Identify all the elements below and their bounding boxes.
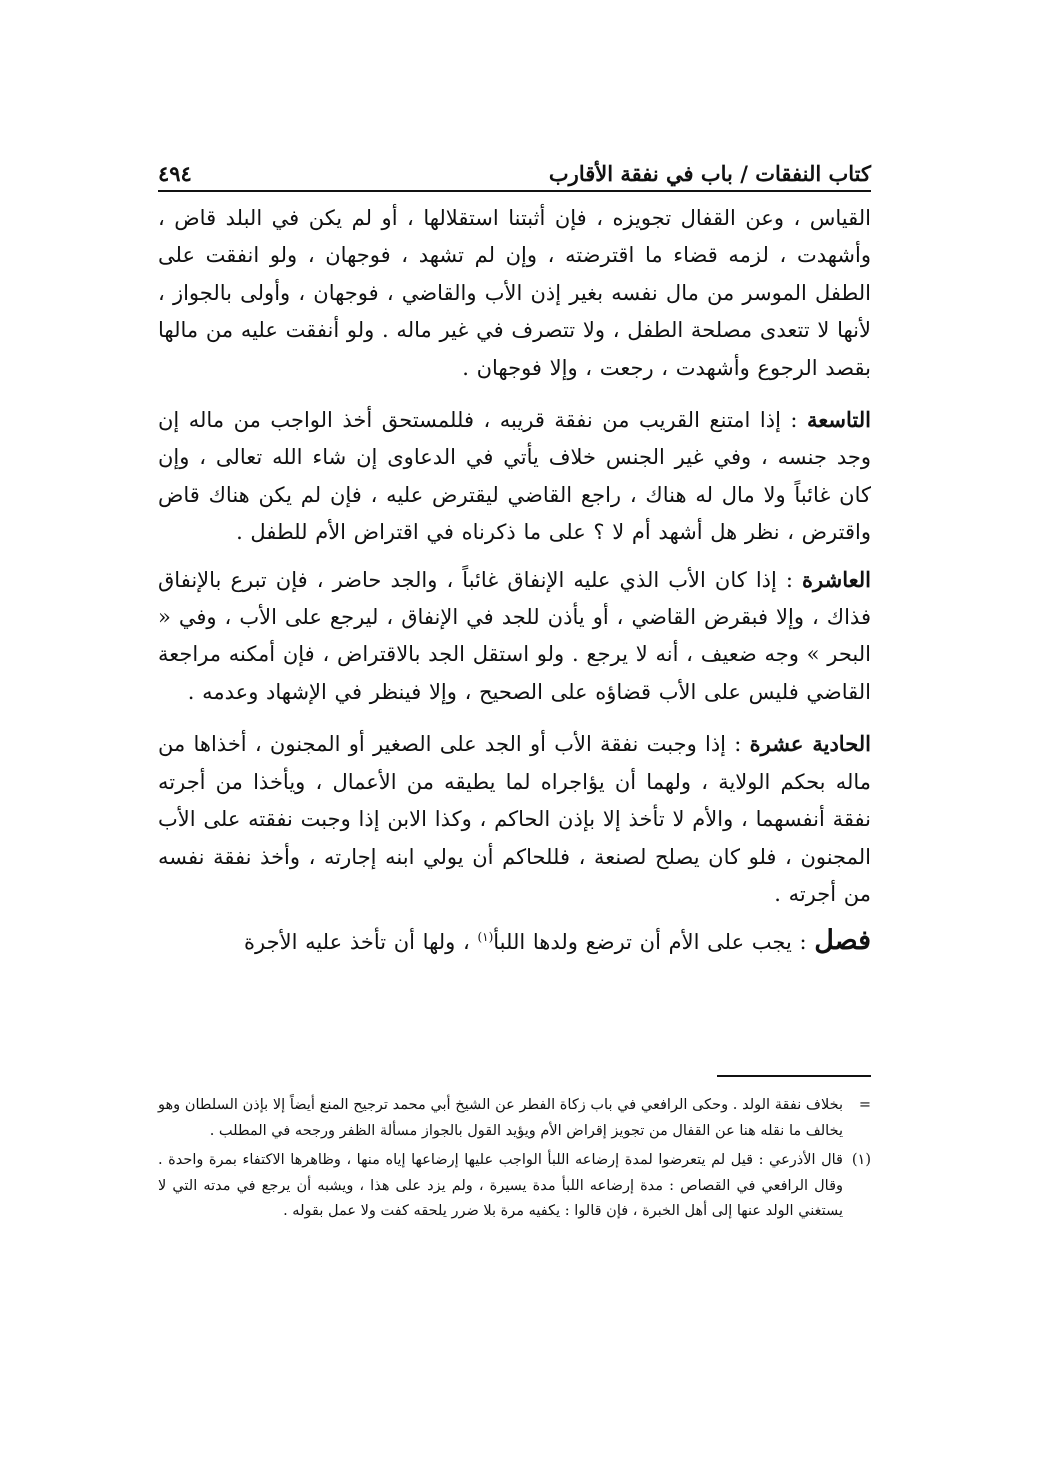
paragraph-lead: الحادية عشرة xyxy=(749,731,871,757)
paragraph-lead: التاسعة xyxy=(807,407,871,433)
paragraph xyxy=(158,561,871,712)
paragraph-final xyxy=(158,922,871,961)
footnote xyxy=(158,1148,871,1225)
paragraph xyxy=(158,401,871,552)
paragraph xyxy=(158,725,871,913)
footnote-mark: (١) xyxy=(851,1152,871,1168)
paragraph-text: : يجب على الأم أن ترضع ولدها اللبأ xyxy=(493,930,815,955)
paragraph xyxy=(158,200,871,387)
footnote-rule xyxy=(717,1075,871,1077)
main-text xyxy=(158,200,871,971)
footnote-ref: (١) xyxy=(477,930,494,945)
footnote-text: بخلاف نفقة الولد . وحكى الرافعي في باب زكاة الفطر عن الشيخ أبي محمد ترجيح المنع أيضاً إلا بإذن السلطان وهو يخالف ما نقله هنا عن القفال من تجويز إقراض الأم ويؤيد القول بالجواز مسألة الظفر ورجحه في المطلب . xyxy=(158,1097,843,1139)
footnotes xyxy=(158,1093,871,1229)
footnote xyxy=(158,1093,871,1144)
page-number: ٤٩٤ xyxy=(158,161,192,186)
footnote-mark: = xyxy=(858,1097,871,1113)
footnote-text: قال الأذرعي : قيل لم يتعرضوا لمدة إرضاعه اللبأ الواجب عليها إرضاعها إياه منها ، وظاهرها الاكتفاء بمرة واحدة . وقال الرافعي في القصاص : مدة إرضاعه اللبأ مدة يسيرة ، ولم يزد على هذا ، ويشبه أن يرجع في مدته التي لا يستغني الولد عنها إلى أهل الخبرة ، فإن قالوا : يكفيه مرة بلا ضرر يلحقه كفت ولا عمل بقوله . xyxy=(158,1152,843,1219)
section-lead: فصل xyxy=(814,925,871,957)
paragraph-text: : إذا كان الأب الذي عليه الإنفاق غائباً ، والجد حاضر ، فإن تبرع بالإنفاق فذاك ، وإلا فبقرض القاضي ، أو يأذن للجد في الإنفاق ، ليرجع على الأب ، وفي « البحر » وجه ضعيف ، أنه لا يرجع . ولو استقل الجد بالاقتراض ، فإن أمكنه مراجعة القاضي فليس على الأب قضاؤه على الصحيح ، وإلا فينظر في الإشهاد وعدمه . xyxy=(158,567,871,704)
paragraph-text: القياس ، وعن القفال تجويزه ، فإن أثبتنا استقلالها ، أو لم يكن في البلد قاض ، وأشهدت ، لزمه قضاء ما اقترضته ، وإن لم تشهد ، فوجهان ، ولو انفقت على الطفل الموسر من مال نفسه بغير إذن الأب والقاضي ، فوجهان ، وأولى بالجواز ، لأنها لا تتعدى مصلحة الطفل ، ولا تتصرف في غير ماله . ولو أنفقت عليه من مالها بقصد الرجوع وأشهدت ، رجعت ، وإلا فوجهان . xyxy=(158,206,871,380)
book-page xyxy=(158,0,871,1477)
paragraph-text: : إذا امتنع القريب من نفقة قريبه ، فللمستحق أخذ الواجب من ماله إن وجد جنسه ، وفي غير الجنس خلاف يأتي في الدعاوى إن شاء الله تعالى ، وإن كان غائباً ولا مال له هناك ، راجع القاضي ليقترض عليه ، فإن لم يكن هناك قاض واقترض ، نظر هل أشهد أم لا ؟ على ما ذكرناه في اقتراض الأم للطفل . xyxy=(158,408,871,545)
paragraph-text: ، ولها أن تأخذ عليه الأجرة xyxy=(244,930,478,955)
paragraph-text: : إذا وجبت نفقة الأب أو الجد على الصغير أو المجنون ، أخذاها من ماله بحكم الولاية ، ولهما أن يؤاجراه لما يطيقه من الأعمال ، ويأخذا من أجرته نفقة أنفسهما ، والأم لا تأخذ إلا بإذن الحاكم ، وكذا الابن إذا وجبت نفقته على الأب المجنون ، فلو كان يصلح لصنعة ، فللحاكم أن يولي ابنه إجارته ، وأخذ نفقة نفسه من أجرته . xyxy=(158,732,871,906)
paragraph-lead: العاشرة xyxy=(802,566,871,592)
header-rule xyxy=(158,190,871,192)
running-title: كتاب النفقات / باب في نفقة الأقارب xyxy=(548,161,871,186)
page-header xyxy=(158,150,871,186)
